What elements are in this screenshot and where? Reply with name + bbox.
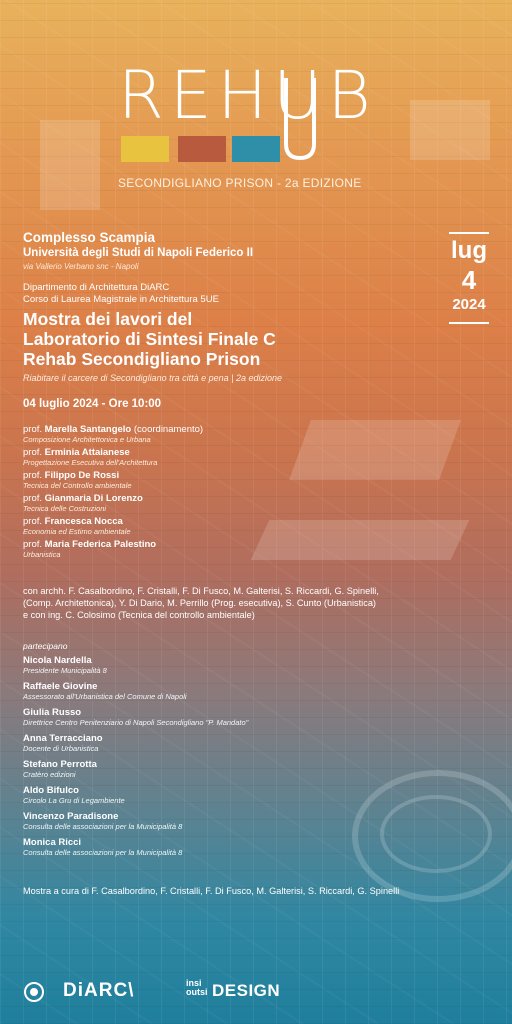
professor-suffix: (coordinamento) [133,424,204,435]
red-swatch [178,136,226,162]
date-box [447,232,491,324]
guest-role: Docente di Urbanistica [23,744,99,753]
venue-address: via Vallerio Verbano snc - Napoli [23,262,139,271]
insidesign-logo-design: DESIGN [212,981,281,1000]
professor-role: Composizione Architettonica e Urbana [23,435,151,444]
exhibition-title [23,309,353,369]
participants-label: partecipano [23,641,68,651]
department-line-2: Corso di Laurea Magistrale in Architettura 5UE [23,294,219,305]
guest-role: Consulta delle associazioni per la Municipalità 8 [23,822,183,831]
building-shape [410,100,490,160]
diarc-logo: DiARC\ [63,980,135,1001]
professors-list [23,424,373,562]
professor-prefix: prof. [23,424,43,435]
yellow-swatch [121,136,169,162]
date-divider-bottom [449,322,489,324]
professor-name: Gianmaria Di Lorenzo [44,493,143,504]
professor-name: Filippo De Rossi [44,470,120,481]
event-datetime: 04 luglio 2024 - Ore 10:00 [23,398,162,410]
guest-name: Nicola Nardella [23,655,92,666]
footer-logos [0,978,512,1006]
professor-prefix: prof. [23,539,43,550]
guest-role: Assessorato all'Urbanistica del Comune di Napoli [23,692,187,701]
guest-name: Aldo Bifulco [23,785,79,796]
title-line-1: Mostra dei lavori del [23,309,193,329]
guest-name: Raffaele Giovine [23,681,98,692]
guest-name: Stefano Perrotta [23,759,97,770]
date-year: 2024 [452,296,486,313]
professor-item [23,470,373,490]
circular-building-inner-shape [380,795,492,873]
professor-item [23,447,373,467]
department-line-1: Dipartimento di Architettura DiARC [23,282,170,293]
professor-name: Francesca Nocca [44,516,123,527]
guest-role: Cratèro edizioni [23,770,76,779]
professor-role: Economia ed Estimo ambientale [23,527,131,536]
curated-by: Mostra a cura di F. Casalbordino, F. Cristalli, F. Di Fusco, M. Galterisi, S. Riccardi, G. Spinelli [23,886,400,896]
date-divider-top [449,232,489,234]
professor-name: Maria Federica Palestino [44,539,157,550]
guest-name: Giulia Russo [23,707,82,718]
professor-item [23,424,373,444]
guest-role: Consulta delle associazioni per la Municipalità 8 [23,848,183,857]
date-day: 4 [461,265,477,295]
logo-subtitle: SECONDIGLIANO PRISON - 2a EDIZIONE [118,176,362,190]
professor-role: Progettazione Esecutiva dell'Architettura [23,458,158,467]
guest-item [23,837,353,857]
guests-list [23,655,353,863]
guest-role: Presidente Municipalità 8 [23,666,107,675]
professor-role: Tecnica delle Costruzioni [23,504,107,513]
venue-university: Università degli Studi di Napoli Federico II [23,247,254,259]
date-month: lug [451,237,487,264]
guest-item [23,707,353,727]
university-seal-icon [24,982,44,1002]
professor-item [23,539,373,559]
guest-name: Monica Ricci [23,837,82,848]
professor-prefix: prof. [23,470,43,481]
title-line-3: Rehab Secondigliano Prison [23,349,261,369]
professor-name: Marella Santangelo [44,424,132,435]
guest-name: Anna Terracciano [23,733,103,744]
tagline: Riabitare il carcere di Secondigliano tra città e pena | 2a edizione [23,373,282,383]
guest-item [23,785,353,805]
collaborators-text: con archh. F. Casalbordino, F. Cristalli, F. Di Fusco, M. Galterisi, S. Riccardi, G. Spinelli, (Comp. Architettonica), Y. Di Dario, M. Perrillo (Prog. esecutiva), S. Cunto (Urbanistica) e con ing. C. Colosimo (Tecnica del controllo ambientale) [23,586,379,620]
svg-text:REHUB: REHUB [118,58,377,134]
title-line-2: Laboratorio di Sintesi Finale C [23,329,276,349]
guest-item [23,681,353,701]
professor-prefix: prof. [23,447,43,458]
guest-name: Vincenzo Paradisone [23,811,119,822]
professor-role: Urbanistica [23,550,61,559]
guest-role: Circolo La Gru di Legambiente [23,796,125,805]
blue-swatch [232,136,280,162]
professor-prefix: prof. [23,516,43,527]
guest-item [23,759,353,779]
insidesign-logo-insi: insi [186,978,202,988]
professor-name: Erminia Attaianese [44,447,130,458]
guest-item [23,655,353,675]
building-shape [40,120,100,210]
professor-item [23,516,373,536]
guest-item [23,733,353,753]
professor-prefix: prof. [23,493,43,504]
insidesign-logo-outsi: outsi [186,987,208,997]
venue-title: Complesso Scampia [23,230,156,245]
professor-item [23,493,373,513]
guest-item [23,811,353,831]
professor-role: Tecnica del Controllo ambientale [23,481,132,490]
guest-role: Direttrice Centro Penitenziario di Napoli Secondigliano "P. Mandato" [23,718,249,727]
